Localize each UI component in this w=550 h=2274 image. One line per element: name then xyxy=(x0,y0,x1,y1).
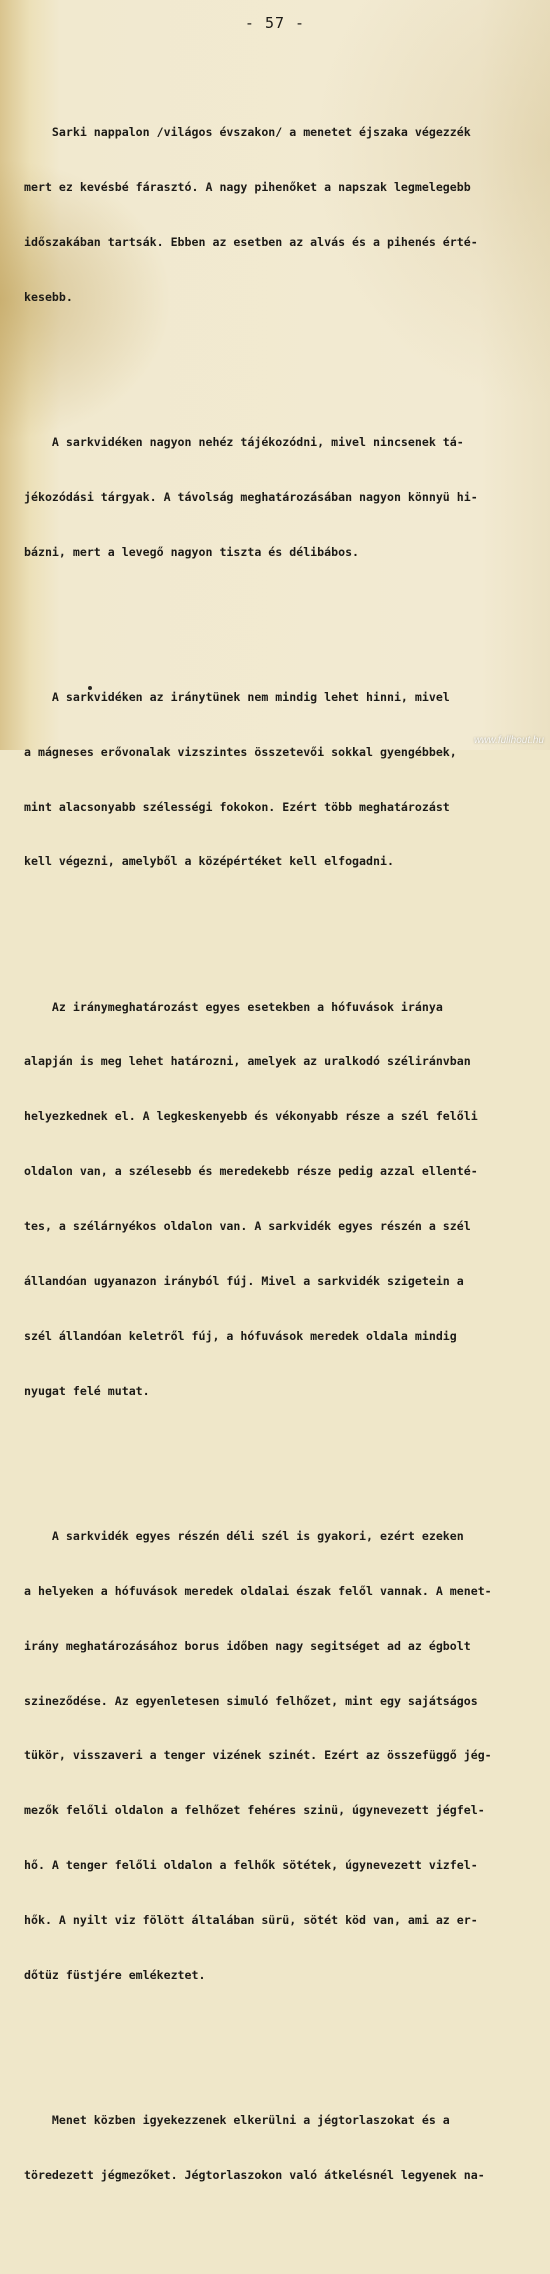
document-body xyxy=(24,50,544,2274)
text-line: Sarki nappalon /világos évszakon/ a menetet éjszaka végezzék xyxy=(24,125,471,140)
text-line: A sarkvidéken nagyon nehéz tájékozódni, mivel nincsenek tá- xyxy=(24,434,464,449)
text-line: tes, a szélárnyékos oldalon van. A sarkvidék egyes részén a szél xyxy=(24,1219,471,1234)
text-line: mint alacsonyabb szélességi fokokon. Ezért több meghatározást xyxy=(24,799,450,814)
text-line: A sarkvidék egyes részén déli szél is gyakori, ezért ezeken xyxy=(24,1528,464,1543)
paragraph-5 xyxy=(24,1490,544,2021)
text-line: bázni, mert a levegő nagyon tiszta és délibábos. xyxy=(24,544,360,559)
text-line: állandóan ugyanazon irányból fúj. Mivel a sarkvidék szigetein a xyxy=(24,1274,464,1288)
text-line: dőtüz füstjére emlékeztet. xyxy=(24,1967,206,1982)
text-line: irány meghatározásához borus időben nagy segitséget ad az égbolt xyxy=(24,1638,471,1653)
text-line: a mágneses erővonalak vizszintes összetevői sokkal gyengébbek, xyxy=(24,744,457,759)
page-number: - 57 - xyxy=(244,14,306,32)
text-line: alapján is meg lehet határozni, amelyek az uralkodó széliránvban xyxy=(24,1054,471,1069)
text-line: mert ez kevésbé fárasztó. A nagy pihenőket a napszak legmelegebb xyxy=(24,180,471,195)
text-line: kesebb. xyxy=(24,289,73,304)
text-line: A sarkvidéken az iránytünek nem mindig lehet hinni, mivel xyxy=(24,689,450,704)
text-line: nyugat felé mutat. xyxy=(24,1383,150,1398)
text-line: időszakában tartsák. Ebben az esetben az alvás és a pihenés érté- xyxy=(24,234,478,249)
paragraph-2 xyxy=(24,396,544,597)
text-line: hő. A tenger felőli oldalon a felhők sötétek, úgynevezett vizfel- xyxy=(24,1858,478,1873)
text-line: tükör, visszaveri a tenger vizének szinét. Ezért az összefüggő jég- xyxy=(24,1748,492,1763)
text-line: oldalon van, a szélesebb és meredekebb része pedig azzal ellenté- xyxy=(24,1164,478,1179)
text-line: töredezett jégmezőket. Jégtorlaszokon való átkelésnél legyenek na- xyxy=(24,2167,485,2182)
watermark: www.fullhout.hu xyxy=(473,735,544,746)
text-line: Menet közben igyekezzenek elkerülni a jégtorlaszokat és a xyxy=(24,2113,450,2128)
paragraph-3 xyxy=(24,651,544,907)
text-line: mezők felőli oldalon a felhőzet fehéres szinü, úgynevezett jégfel- xyxy=(24,1803,485,1818)
text-line: kell végezni, amelyből a középértéket kell elfogadni. xyxy=(24,854,394,869)
bullet-mark xyxy=(88,686,92,690)
text-line: szél állandóan keletről fúj, a hófuvások meredek oldala mindig xyxy=(24,1328,457,1343)
text-line: a helyeken a hófuvások meredek oldalai észak felől vannak. A menet- xyxy=(24,1583,492,1598)
paragraph-6 xyxy=(24,2074,544,2220)
text-line: hők. A nyilt viz fölött általában sürü, sötét köd van, ami az er- xyxy=(24,1913,478,1928)
text-line: Az iránymeghatározást egyes esetekben a hófuvások iránya xyxy=(24,999,443,1014)
paragraph-4 xyxy=(24,961,544,1437)
paragraph-1 xyxy=(24,87,544,343)
text-line: jékozódási tárgyak. A távolság meghatározásában nagyon könnyü hi- xyxy=(24,489,478,504)
text-line: szineződése. Az egyenletesen simuló felhőzet, mint egy sajátságos xyxy=(24,1693,478,1708)
text-line: helyezkednek el. A legkeskenyebb és vékonyabb része a szél felőli xyxy=(24,1109,478,1124)
